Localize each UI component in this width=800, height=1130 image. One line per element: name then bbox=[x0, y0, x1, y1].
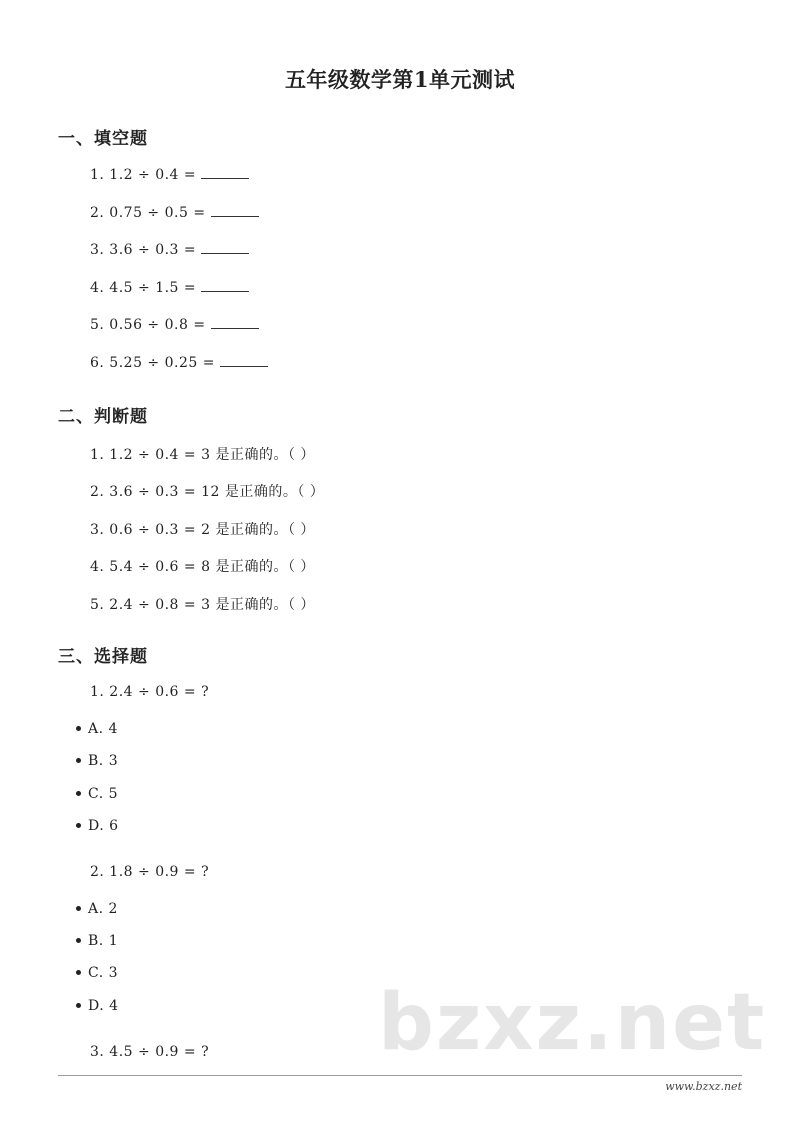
watermark: bzxz.net bbox=[378, 978, 767, 1068]
answer-blank bbox=[211, 204, 259, 217]
fill-item-1 bbox=[90, 166, 249, 183]
option-text: C. 5 bbox=[88, 786, 119, 802]
judge-item-1: 1. 1.2 ÷ 0.4 = 3 是正确的。（ ） bbox=[90, 447, 315, 463]
choice-option bbox=[76, 901, 118, 917]
bullet-icon bbox=[76, 938, 81, 943]
option-text: D. 4 bbox=[88, 998, 119, 1014]
answer-blank bbox=[201, 166, 249, 179]
section-heading-judge: 二、判断题 bbox=[58, 407, 148, 427]
judge-item-3: 3. 0.6 ÷ 0.3 = 2 是正确的。（ ） bbox=[90, 522, 315, 538]
fill-item-text: 5. 0.56 ÷ 0.8 = bbox=[90, 317, 211, 333]
option-text: C. 3 bbox=[88, 965, 119, 981]
bullet-icon bbox=[76, 906, 81, 911]
option-text: D. 6 bbox=[88, 818, 119, 834]
judge-item-2: 2. 3.6 ÷ 0.3 = 12 是正确的。（ ） bbox=[90, 484, 325, 500]
choice-question-1: 1. 2.4 ÷ 0.6 = ? bbox=[90, 684, 210, 700]
fill-item-text: 4. 4.5 ÷ 1.5 = bbox=[90, 280, 202, 296]
option-text: A. 4 bbox=[88, 721, 118, 737]
judge-item-4: 4. 5.4 ÷ 0.6 = 8 是正确的。（ ） bbox=[90, 559, 315, 575]
choice-option bbox=[76, 998, 119, 1014]
choice-question-2: 2. 1.8 ÷ 0.9 = ? bbox=[90, 864, 210, 880]
answer-blank bbox=[220, 354, 268, 367]
option-text: B. 1 bbox=[88, 933, 119, 949]
bullet-icon bbox=[76, 758, 81, 763]
fill-item-5 bbox=[90, 316, 259, 333]
judge-item-5: 5. 2.4 ÷ 0.8 = 3 是正确的。（ ） bbox=[90, 597, 315, 613]
bullet-icon bbox=[76, 970, 81, 975]
bullet-icon bbox=[76, 823, 81, 828]
fill-item-2 bbox=[90, 204, 259, 221]
fill-item-text: 6. 5.25 ÷ 0.25 = bbox=[90, 355, 220, 371]
choice-option bbox=[76, 753, 118, 769]
section-heading-fill: 一、填空题 bbox=[58, 129, 148, 149]
answer-blank bbox=[201, 241, 249, 254]
option-text: B. 3 bbox=[88, 753, 119, 769]
bullet-icon bbox=[76, 791, 81, 796]
fill-item-text: 1. 1.2 ÷ 0.4 = bbox=[90, 167, 202, 183]
fill-item-4 bbox=[90, 279, 249, 296]
fill-item-6 bbox=[90, 354, 268, 371]
choice-option bbox=[76, 965, 118, 981]
bullet-icon bbox=[76, 1003, 81, 1008]
choice-option bbox=[76, 818, 119, 834]
choice-question-3: 3. 4.5 ÷ 0.9 = ? bbox=[90, 1044, 210, 1060]
option-text: A. 2 bbox=[88, 901, 118, 917]
choice-option bbox=[76, 786, 118, 802]
footer-url: www.bzxz.net bbox=[665, 1080, 742, 1093]
choice-option bbox=[76, 721, 118, 737]
choice-option bbox=[76, 933, 118, 949]
fill-item-text: 2. 0.75 ÷ 0.5 = bbox=[90, 205, 211, 221]
answer-blank bbox=[201, 279, 249, 292]
fill-item-text: 3. 3.6 ÷ 0.3 = bbox=[90, 242, 202, 258]
bullet-icon bbox=[76, 726, 81, 731]
page-title: 五年级数学第1单元测试 bbox=[284, 67, 516, 92]
fill-item-3 bbox=[90, 241, 249, 258]
footer-rule bbox=[58, 1075, 742, 1076]
section-heading-choice: 三、选择题 bbox=[58, 647, 148, 667]
answer-blank bbox=[211, 316, 259, 329]
